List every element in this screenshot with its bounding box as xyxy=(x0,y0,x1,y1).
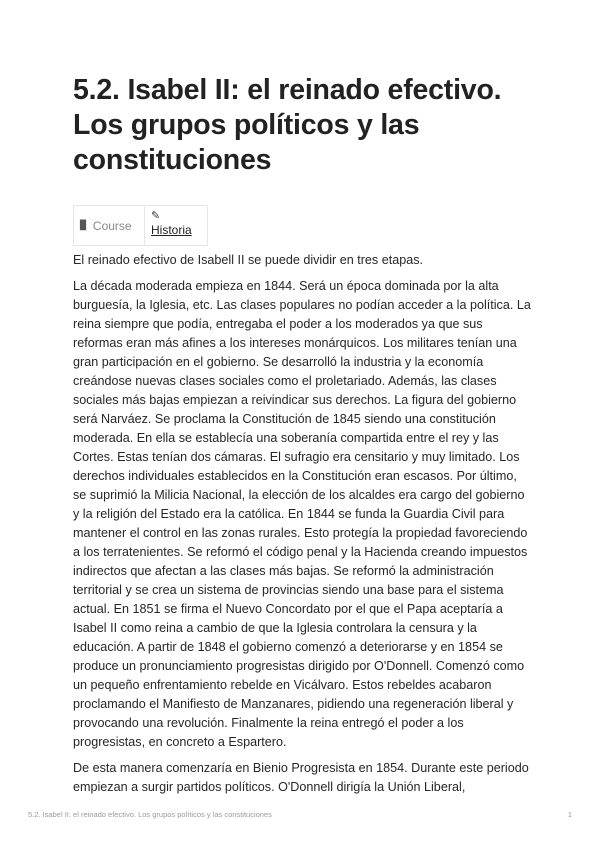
footer-title: 5.2. Isabel II: el reinado efectivo. Los grupos políticos y las constituciones xyxy=(28,810,272,819)
paragraph-intro: El reinado efectivo de Isabell II se puede dividir en tres etapas. xyxy=(73,253,424,267)
page-footer xyxy=(28,810,572,819)
body-text xyxy=(73,251,533,804)
property-value xyxy=(145,206,207,245)
footer-page-number: 1 xyxy=(567,810,572,819)
properties-block xyxy=(73,205,208,246)
property-label xyxy=(74,206,145,245)
course-link[interactable]: Historia xyxy=(151,223,192,237)
page-title: 5.2. Isabel II: el reinado efectivo. Los grupos políticos y las constituciones xyxy=(73,74,502,176)
property-label-text: Course xyxy=(92,218,132,233)
book-icon: ▉ xyxy=(80,220,87,230)
pencil-icon: ✎ xyxy=(151,210,161,222)
paragraph-decada-moderada: La década moderada empieza en 1844. Será un época dominada por la alta burguesía, la Iglesia, etc. Las clases populares no podían acceder a la política. La reina siempre que podía, entregaba el poder a los moderados ya que sus reformas eran más afines a los intereses monárquicos. Los militares tenían una gran participación en el gobierno. Se desarrolló la industria y la economía creándose nuevas clases sociales como el proletariado. Además, las clases sociales más bajas empiezan a reivindicar sus derechos. La figura del gobierno será Narváez. Se proclama la Constitución de 1845 siendo una constitución moderada. En ella se establecía una soberanía compartida entre el rey y las Cortes. Estas tenían dos cámaras. El sufragio era censitario y muy limitado. Los derechos individuales establecidos en la Constitución eran escasos. Por último, se suprimió la Milicia Nacional, la elección de los alcaldes era cargo del gobierno y la religión del Estado era la católica. En 1844 se funda la Guardia Civil para mantener el control en las zonas rurales. Esto protegía la propiedad favoreciendo a los terratenientes. Se reformó el código penal y la Hacienda creando impuestos indirectos que afectan a las clases más bajas. Se reformó la administración territorial y se crea un sistema de provincias siendo una base para el sistema actual. En 1851 se firma el Nuevo Concordato por el que el Papa aceptaría a Isabel II como reina a cambio de que la Iglesia controlara la censura y la educación. A partir de 1848 el gobierno comenzó a deteriorarse y en 1854 se produce un pronunciamiento progresistas dirigido por O'Donnell. Comenzó como un pequeño enfrentamiento rebelde en Vicálvaro. Estos rebeldes acabaron proclamando el Manifiesto de Manzanares, pidiendo una regeneración liberal y provocando una revolución. Finalmente la reina entregó el poder a los progresistas, en concreto a Espartero. xyxy=(73,279,531,749)
paragraph-bienio-progresista: De esta manera comenzaría en Bienio Progresista en 1854. Durante este periodo empiezan a surgir partidos políticos. O'Donnell dirigía la Unión Liberal, xyxy=(73,761,529,794)
